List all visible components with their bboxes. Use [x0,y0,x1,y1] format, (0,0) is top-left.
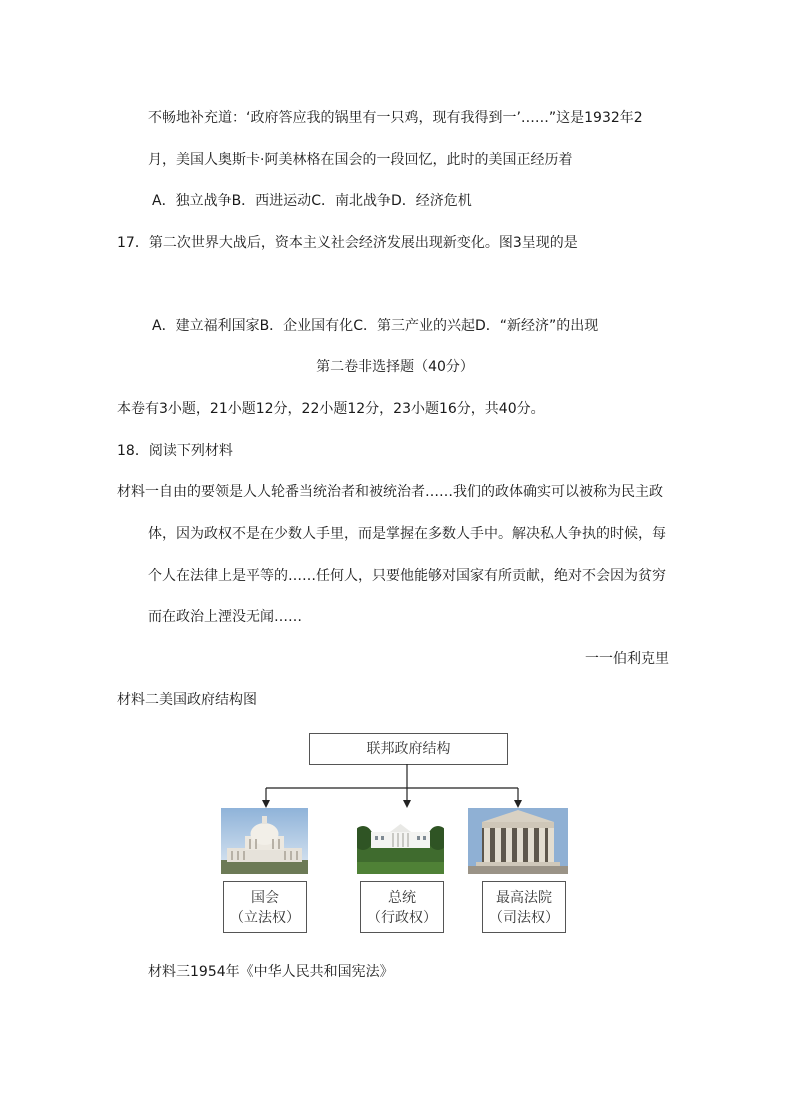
diagram-title-box: 联邦政府结构 [309,733,508,765]
q17-option-d: D．“新经济”的出现 [474,318,599,334]
material3-label: 材料三1954年《中华人民共和国宪法》 [148,964,394,980]
q16-option-b: B．西进运动 [231,193,312,209]
branch-power-congress: （立法权） [230,910,300,926]
material1-line-3: 个人在法律上是平等的……任何人，只要他能够对国家有所贡献，绝对不会因为贫穷 [148,568,666,584]
branch-name-supreme-court: 最高法院 [496,890,552,906]
q16-text-line-2: 月，美国人奥斯卡·阿美林格在国会的一段回忆，此时的美国正经历着 [148,152,573,168]
q16-option-c: C．南北战争 [311,193,391,209]
part2-note: 本卷有3小题，21小题12分，22小题12分，23小题16分，共40分。 [117,401,545,417]
material1-attribution: 一一伯利克里 [585,651,669,667]
q17-option-b: B．企业国有化 [259,318,354,334]
q18-stem: 18．阅读下列材料 [117,443,233,459]
part2-title: 第二卷非选择题（40分） [316,359,474,375]
material2-label: 材料二美国政府结构图 [117,692,257,708]
q17-option-a: A．建立福利国家 [152,318,260,334]
branch-box-congress [223,881,307,933]
branch-power-president: （行政权） [367,910,437,926]
q17-stem: 17．第二次世界大战后，资本主义社会经济发展出现新变化。图3呈现的是 [117,235,578,251]
white-house-image [357,808,444,874]
branch-box-supreme-court [482,881,566,933]
q16-text-line-1: 不畅地补充道：‘政府答应我的锅里有一只鸡，现有我得到一’……”这是1932年2 [148,110,643,126]
q16-option-d: D．经济危机 [390,193,472,209]
supreme-court-image [468,808,568,874]
material1-line-1: 材料一自由的要领是人人轮番当统治者和被统治者……我们的政体确实可以被称为民主政 [117,484,663,500]
material1-line-4: 而在政治上湮没无闻…… [148,609,302,625]
branch-name-congress: 国会 [251,890,279,906]
material1-line-2: 体，因为政权不是在少数人手里，而是掌握在多数人手中。解决私人争执的时候，每 [148,526,666,542]
q17-option-c: C．第三产业的兴起 [353,318,475,334]
capitol-image [221,808,308,874]
q16-option-a: A．独立战争 [152,193,232,209]
branch-box-president [360,881,444,933]
branch-name-president: 总统 [388,890,416,906]
branch-power-supreme-court: （司法权） [489,910,559,926]
